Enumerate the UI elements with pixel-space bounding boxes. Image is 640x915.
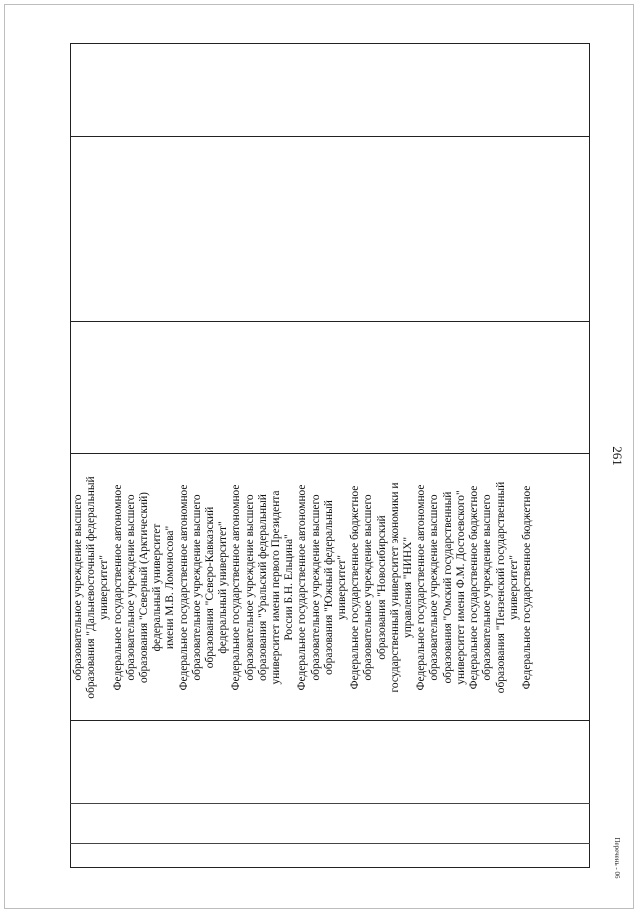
text-line: университет имени первого Президента <box>270 490 283 685</box>
text-line: Федеральное государственное бюджетное <box>468 485 481 690</box>
text-line: университет" <box>336 555 349 620</box>
text-line: образовательное учреждение высшего <box>243 494 256 681</box>
text-line: образования "Южный федеральный <box>322 500 335 675</box>
text-line: Федеральное государственное автономное <box>111 484 124 691</box>
text-line: университет" <box>98 555 111 620</box>
text-line: образовательное учреждение высшего <box>481 494 494 681</box>
text-line: Федеральное государственное автономное <box>230 484 243 691</box>
text-line: образовательное учреждение высшего <box>428 494 441 681</box>
text-line: имени М.В. Ломоносова" <box>164 525 177 650</box>
text-line: государственный университет экономики и <box>388 482 401 693</box>
text-line: образования "Пензенский государственный <box>494 481 507 694</box>
text-line: Федеральное государственное бюджетное <box>349 485 362 690</box>
text-line: образовательное учреждение высшего <box>309 494 322 681</box>
text-line: образования "Дальневосточный федеральный <box>85 476 98 699</box>
table-row-divider-4 <box>71 720 589 721</box>
text-line: образования "Уральский федеральный <box>256 494 269 681</box>
text-line: образовательное учреждение высшего <box>124 494 137 681</box>
page-number: 261 <box>610 446 625 466</box>
table-row-divider-2 <box>71 321 589 322</box>
text-line: управления "НИНХ" <box>402 537 415 638</box>
text-line: Федеральное государственное автономное <box>296 484 309 691</box>
text-line: образовательное учреждение высшего <box>362 494 375 681</box>
text-line: Федеральное государственное бюджетное <box>520 485 533 690</box>
text-line: федеральный университет" <box>217 521 230 654</box>
organization-list <box>72 455 592 720</box>
footer-text: Перечень - 06 <box>613 837 621 879</box>
text-line: образования "Северный (Арктический) <box>138 492 151 683</box>
text-line: университет" <box>507 555 520 620</box>
text-line: образования "Омский государственный <box>441 491 454 684</box>
text-line: Федеральное государственное автономное <box>415 484 428 691</box>
text-line: Федеральное государственное автономное <box>177 484 190 691</box>
text-line: федеральный университет <box>151 523 164 652</box>
text-line: университет имени Ф.М. Достоевского" <box>454 490 467 685</box>
text-line: образования "Новосибирский <box>375 515 388 660</box>
text-cell <box>72 455 592 720</box>
text-line: образования "Северо-Кавказский <box>204 506 217 669</box>
table-stub-line-2 <box>70 843 590 844</box>
text-line: России Б.Н. Ельцина" <box>283 534 296 641</box>
table-stub-line-1 <box>70 803 590 804</box>
text-line: образовательное учреждение высшего <box>72 494 84 681</box>
table-row-divider-3 <box>71 453 589 454</box>
text-line: образовательное учреждение высшего <box>190 494 203 681</box>
table-row-divider-1 <box>71 136 589 137</box>
